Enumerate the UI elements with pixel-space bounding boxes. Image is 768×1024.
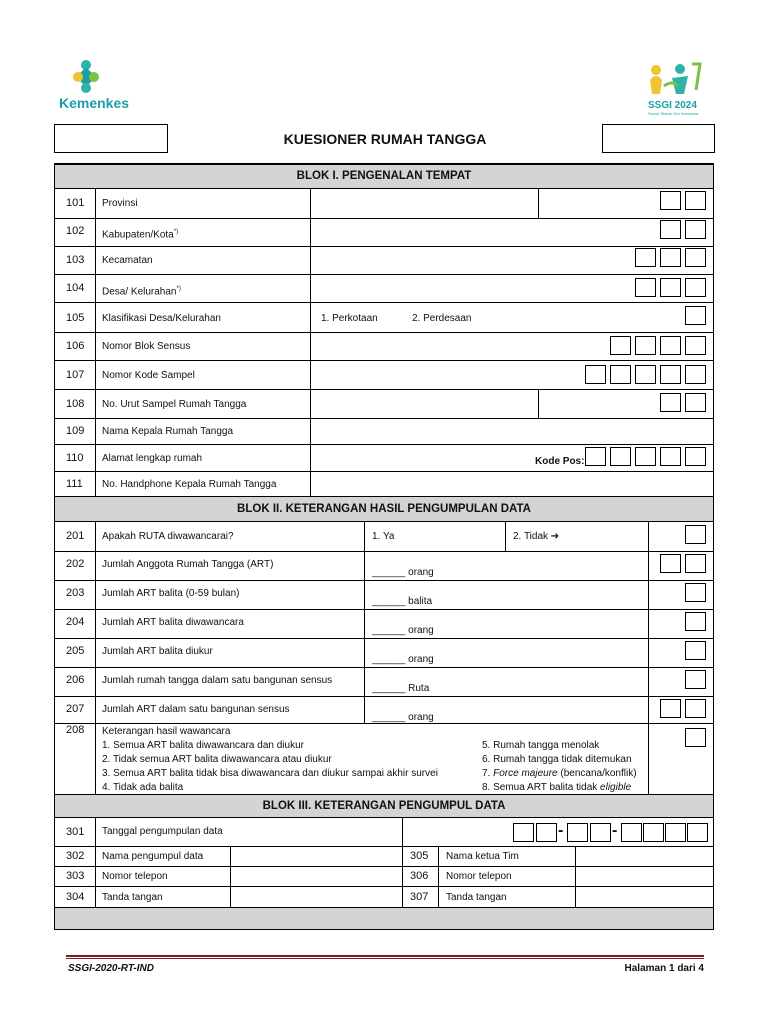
code-110: 110 bbox=[66, 452, 84, 464]
page-title: KUESIONER RUMAH TANGGA bbox=[283, 131, 487, 147]
label-204: Jumlah ART balita diwawancara bbox=[102, 617, 244, 628]
label-104: Desa/ Kelurahan*) bbox=[102, 286, 181, 298]
code-box[interactable] bbox=[635, 278, 656, 297]
date-box[interactable] bbox=[567, 823, 588, 842]
block3-header: BLOK III. KETERANGAN PENGUMPUL DATA bbox=[55, 794, 713, 818]
code-box[interactable] bbox=[610, 365, 631, 384]
code-box[interactable] bbox=[685, 393, 706, 412]
date-dash: - bbox=[558, 822, 564, 839]
code-307: 307 bbox=[410, 891, 429, 903]
blank-203[interactable]: ______ balita bbox=[372, 596, 433, 607]
code-106: 106 bbox=[66, 340, 85, 352]
code-box[interactable] bbox=[635, 248, 656, 267]
code-box[interactable] bbox=[635, 365, 656, 384]
code-box[interactable] bbox=[685, 583, 706, 602]
date-dash: - bbox=[612, 822, 618, 839]
label-201: Apakah RUTA diwawancarai? bbox=[102, 531, 234, 542]
code-box[interactable] bbox=[685, 670, 706, 689]
label-107: Nomor Kode Sampel bbox=[102, 370, 195, 381]
footer-page: Halaman 1 dari 4 bbox=[624, 963, 704, 974]
kode-pos-label: Kode Pos: bbox=[535, 456, 585, 467]
date-box[interactable] bbox=[621, 823, 642, 842]
date-box[interactable] bbox=[665, 823, 686, 842]
code-203: 203 bbox=[66, 587, 85, 599]
label-206: Jumlah rumah tangga dalam satu bangunan sensus bbox=[102, 675, 333, 686]
block2-header: BLOK II. KETERANGAN HASIL PENGUMPULAN DATA bbox=[55, 496, 713, 522]
option-208-5: 5. Rumah tangga menolak bbox=[482, 740, 600, 751]
code-box[interactable] bbox=[610, 336, 631, 355]
code-box[interactable] bbox=[685, 554, 706, 573]
code-box[interactable] bbox=[685, 248, 706, 267]
kemenkes-text: Kemenkes bbox=[59, 95, 130, 111]
code-box[interactable] bbox=[660, 248, 681, 267]
code-305: 305 bbox=[410, 850, 429, 862]
kode-pos-box[interactable] bbox=[585, 447, 606, 466]
option-208-8: 8. Semua ART balita tidak eligible bbox=[482, 782, 632, 793]
code-206: 206 bbox=[66, 674, 85, 686]
code-107: 107 bbox=[66, 369, 85, 381]
label-105: Klasifikasi Desa/Kelurahan bbox=[102, 313, 221, 324]
label-109: Nama Kepala Rumah Tangga bbox=[102, 426, 234, 437]
option-ya[interactable]: 1. Ya bbox=[372, 531, 395, 542]
kode-pos-box[interactable] bbox=[610, 447, 631, 466]
code-201: 201 bbox=[66, 530, 85, 542]
code-box[interactable] bbox=[685, 699, 706, 718]
blank-206[interactable]: ______ Ruta bbox=[372, 683, 430, 694]
code-102: 102 bbox=[66, 225, 85, 237]
option-208-7: 7. Force majeure (bencana/konflik) bbox=[482, 768, 637, 779]
footer-rule bbox=[66, 955, 704, 957]
code-box[interactable] bbox=[585, 365, 606, 384]
option-208-3: 3. Semua ART balita tidak bisa diwawancara dan diukur sampai akhir survei bbox=[102, 768, 438, 779]
code-109: 109 bbox=[66, 425, 85, 437]
label-205: Jumlah ART balita diukur bbox=[102, 646, 213, 657]
ssgi-title: SSGI 2024 bbox=[648, 100, 697, 111]
blank-202[interactable]: ______ orang bbox=[372, 567, 434, 578]
date-box[interactable] bbox=[513, 823, 534, 842]
label-102: Kabupaten/Kota*) bbox=[102, 229, 179, 241]
blank-204[interactable]: ______ orang bbox=[372, 625, 434, 636]
label-202: Jumlah Anggota Rumah Tangga (ART) bbox=[102, 559, 274, 570]
code-208: 208 bbox=[66, 724, 85, 736]
code-box[interactable] bbox=[685, 220, 706, 239]
top-right-box[interactable] bbox=[602, 124, 715, 153]
block1-header: BLOK I. PENGENALAN TEMPAT bbox=[55, 164, 713, 189]
date-box[interactable] bbox=[687, 823, 708, 842]
label-203: Jumlah ART balita (0-59 bulan) bbox=[102, 588, 240, 599]
code-302: 302 bbox=[66, 850, 85, 862]
label-106: Nomor Blok Sensus bbox=[102, 341, 191, 352]
label-111: No. Handphone Kepala Rumah Tangga bbox=[102, 479, 277, 490]
label-303: Nomor telepon bbox=[102, 871, 168, 882]
code-box[interactable] bbox=[685, 365, 706, 384]
code-box[interactable] bbox=[660, 278, 681, 297]
code-box[interactable] bbox=[685, 278, 706, 297]
label-101: Provinsi bbox=[102, 198, 138, 209]
code-111: 111 bbox=[66, 478, 83, 490]
label-301: Tanggal pengumpulan data bbox=[102, 826, 223, 837]
footer-code: SSGI-2020-RT-IND bbox=[68, 963, 154, 974]
code-box[interactable] bbox=[635, 336, 656, 355]
code-box[interactable] bbox=[685, 525, 706, 544]
code-box[interactable] bbox=[685, 336, 706, 355]
ssgi-icon bbox=[642, 60, 704, 100]
kode-pos-box[interactable] bbox=[635, 447, 656, 466]
label-307: Tanda tangan bbox=[446, 892, 507, 903]
code-103: 103 bbox=[66, 254, 85, 266]
code-box[interactable] bbox=[685, 306, 706, 325]
footer-rule-thin bbox=[66, 958, 704, 959]
label-208: Keterangan hasil wawancara bbox=[102, 726, 231, 737]
code-104: 104 bbox=[66, 282, 85, 294]
code-box[interactable] bbox=[660, 393, 681, 412]
code-box[interactable] bbox=[660, 191, 681, 210]
code-box[interactable] bbox=[660, 699, 681, 718]
option-tidak[interactable]: 2. Tidak ➔ bbox=[513, 531, 560, 542]
code-box[interactable] bbox=[660, 220, 681, 239]
code-box[interactable] bbox=[685, 612, 706, 631]
kode-pos-box[interactable] bbox=[685, 447, 706, 466]
code-box[interactable] bbox=[660, 336, 681, 355]
code-301: 301 bbox=[66, 826, 85, 838]
option-208-6: 6. Rumah tangga tidak ditemukan bbox=[482, 754, 632, 765]
code-304: 304 bbox=[66, 891, 85, 903]
date-box[interactable] bbox=[643, 823, 664, 842]
date-box[interactable] bbox=[590, 823, 611, 842]
option-208-4: 4. Tidak ada balita bbox=[102, 782, 184, 793]
code-105: 105 bbox=[66, 312, 85, 324]
date-box[interactable] bbox=[536, 823, 557, 842]
option-208-1: 1. Semua ART balita diwawancara dan diukur bbox=[102, 740, 304, 751]
code-306: 306 bbox=[410, 870, 429, 882]
code-box[interactable] bbox=[685, 641, 706, 660]
code-box[interactable] bbox=[685, 191, 706, 210]
option-208-2: 2. Tidak semua ART balita diwawancara atau diukur bbox=[102, 754, 332, 765]
code-207: 207 bbox=[66, 703, 85, 715]
label-304: Tanda tangan bbox=[102, 892, 163, 903]
blank-207[interactable]: ______ orang bbox=[372, 712, 434, 723]
code-box[interactable] bbox=[660, 365, 681, 384]
label-108: No. Urut Sampel Rumah Tangga bbox=[102, 399, 247, 410]
code-205: 205 bbox=[66, 645, 85, 657]
code-204: 204 bbox=[66, 616, 85, 628]
label-306: Nomor telepon bbox=[446, 871, 512, 882]
kode-pos-box[interactable] bbox=[660, 447, 681, 466]
code-101: 101 bbox=[66, 197, 85, 209]
option-perkotaan[interactable]: 1. Perkotaan bbox=[321, 313, 378, 324]
option-perdesaan[interactable]: 2. Perdesaan bbox=[412, 313, 472, 324]
block3-footer-band bbox=[55, 908, 713, 929]
label-207: Jumlah ART dalam satu bangunan sensus bbox=[102, 704, 290, 715]
code-202: 202 bbox=[66, 558, 85, 570]
label-305: Nama ketua Tim bbox=[446, 851, 519, 862]
code-108: 108 bbox=[66, 398, 85, 410]
top-left-box[interactable] bbox=[54, 124, 168, 153]
label-110: Alamat lengkap rumah bbox=[102, 453, 203, 464]
code-box[interactable] bbox=[660, 554, 681, 573]
label-302: Nama pengumpul data bbox=[102, 851, 204, 862]
blank-205[interactable]: ______ orang bbox=[372, 654, 434, 665]
code-303: 303 bbox=[66, 870, 85, 882]
label-103: Kecamatan bbox=[102, 255, 153, 266]
ssgi-subtitle: Survei Status Gizi Indonesia bbox=[648, 111, 699, 116]
code-box[interactable] bbox=[685, 728, 706, 747]
